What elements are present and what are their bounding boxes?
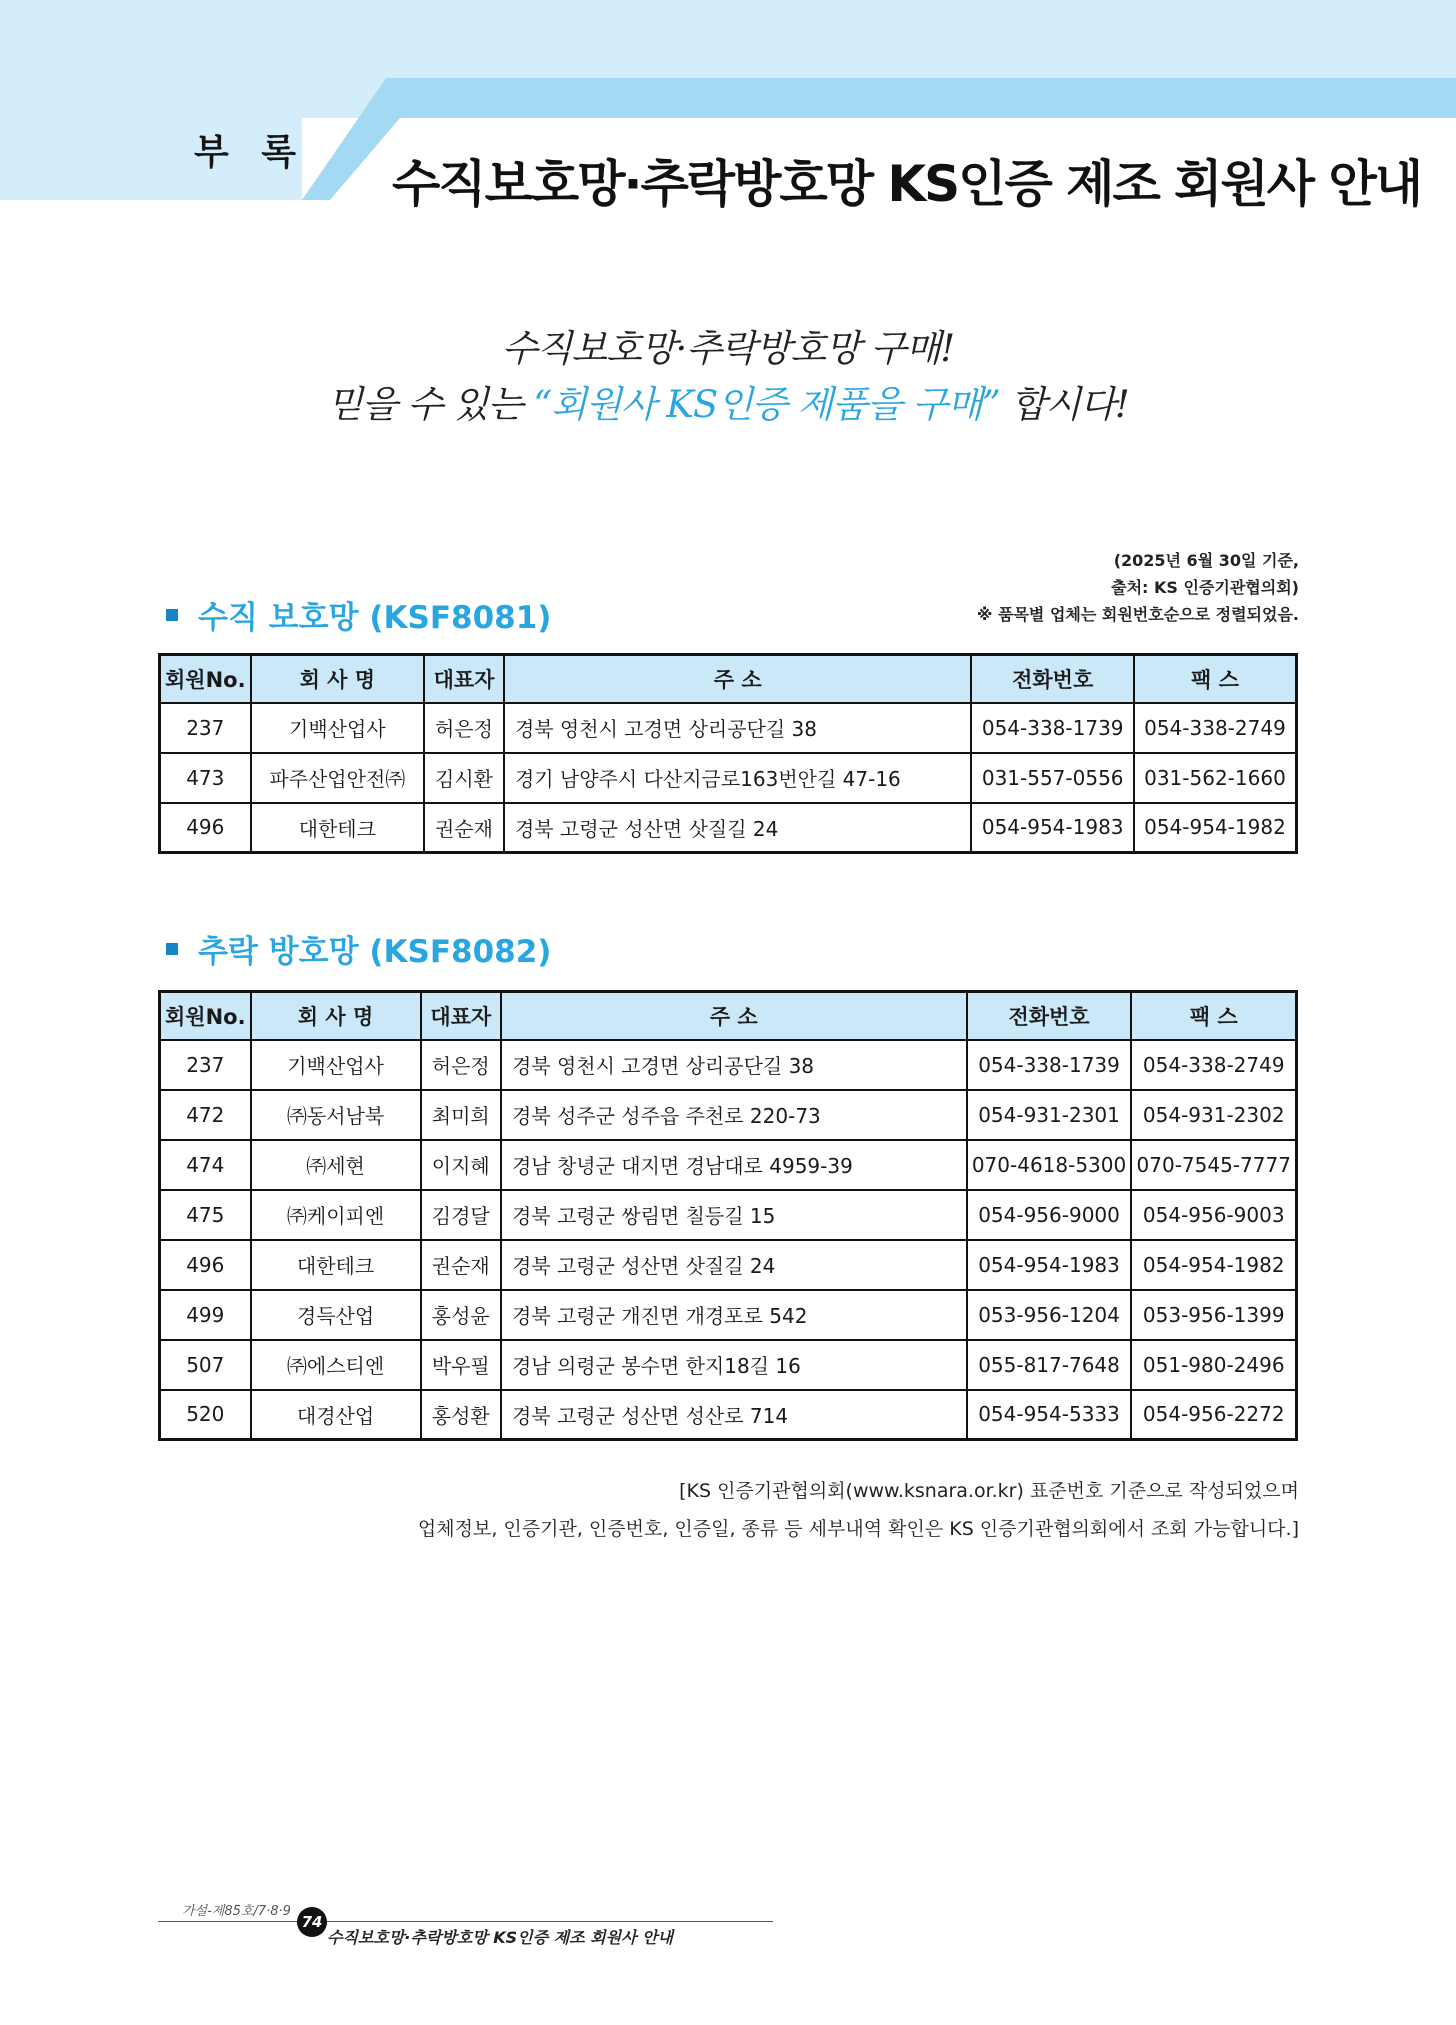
- cell-address: 경북 성주군 성주읍 주천로 220-73: [501, 1090, 967, 1140]
- col-header-tel: 전화번호: [971, 655, 1133, 703]
- tagline-line-2: [0, 374, 1456, 428]
- cell-representative: 이지혜: [421, 1140, 501, 1190]
- cell-tel: 054-954-1983: [971, 803, 1133, 853]
- footer-running-title: 수직보호망·추락방호망 KS인증 제조 회원사 안내: [327, 1928, 673, 1947]
- col-header-no: 회원No.: [160, 992, 251, 1040]
- member-table-vertical-net: [158, 653, 1298, 854]
- cell-representative: 권순재: [421, 1240, 501, 1290]
- cell-fax: 054-954-1982: [1134, 803, 1297, 853]
- cell-member-no: 496: [160, 1240, 251, 1290]
- cell-representative: 홍성윤: [421, 1290, 501, 1340]
- cell-representative: 홍성환: [421, 1390, 501, 1440]
- cell-address: 경북 고령군 성산면 삿질길 24: [501, 1240, 967, 1290]
- appendix-label: 부 록: [194, 132, 307, 173]
- col-header-rep: 대표자: [421, 992, 501, 1040]
- tagline-line-1: 수직보호망·추락방호망 구매!: [501, 327, 955, 370]
- bullet-square-icon: [166, 943, 178, 955]
- cell-fax: 054-338-2749: [1134, 703, 1297, 753]
- cell-company: 대경산업: [251, 1390, 421, 1440]
- table-header-row: [160, 655, 1297, 703]
- cell-fax: 054-954-1982: [1131, 1240, 1296, 1290]
- cell-company: 파주산업안전㈜: [251, 753, 425, 803]
- cell-tel: 055-817-7648: [967, 1340, 1132, 1390]
- cell-address: 경남 의령군 봉수면 한지18길 16: [501, 1340, 967, 1390]
- section-heading-vertical-net: [166, 592, 551, 637]
- cell-address: 경남 창녕군 대지면 경남대로 4959-39: [501, 1140, 967, 1190]
- cell-tel: 053-956-1204: [967, 1290, 1132, 1340]
- cell-fax: 053-956-1399: [1131, 1290, 1296, 1340]
- cell-address: 경북 고령군 개진면 개경포로 542: [501, 1290, 967, 1340]
- cell-member-no: 499: [160, 1290, 251, 1340]
- cell-representative: 박우필: [421, 1340, 501, 1390]
- table-row: [160, 1340, 1297, 1390]
- footnote-line-2: 업체정보, 인증기관, 인증번호, 인증일, 종류 등 세부내역 확인은 KS 인증기관협의회에서 조회 가능합니다.]: [417, 1518, 1299, 1540]
- cell-representative: 허은정: [421, 1040, 501, 1090]
- footnote: [418, 1472, 1299, 1548]
- note-source: 출처: KS 인증기관협의회): [1111, 578, 1299, 597]
- section-heading-fall-net: [166, 926, 551, 971]
- col-header-fax: 팩 스: [1134, 655, 1297, 703]
- cell-tel: 054-931-2301: [967, 1090, 1132, 1140]
- cell-tel: 031-557-0556: [971, 753, 1133, 803]
- cell-company: ㈜동서남북: [251, 1090, 421, 1140]
- cell-company: 기백산업사: [251, 1040, 421, 1090]
- cell-tel: 054-338-1739: [971, 703, 1133, 753]
- table-row: [160, 1390, 1297, 1440]
- footnote-line-1: [KS 인증기관협의회(www.ksnara.or.kr) 표준번호 기준으로 작성되었으며: [679, 1480, 1299, 1502]
- cell-address: 경북 영천시 고경면 상리공단길 38: [501, 1040, 967, 1090]
- col-header-address: 주 소: [501, 992, 967, 1040]
- table-row: [160, 1140, 1297, 1190]
- cell-company: ㈜에스티엔: [251, 1340, 421, 1390]
- cell-fax: 054-931-2302: [1131, 1090, 1296, 1140]
- cell-member-no: 475: [160, 1190, 251, 1240]
- cell-company: 대한테크: [251, 803, 425, 853]
- note-date: (2025년 6월 30일 기준,: [1113, 551, 1299, 570]
- table-row: [160, 703, 1297, 753]
- cell-representative: 최미희: [421, 1090, 501, 1140]
- tagline-suffix: 합시다!: [999, 383, 1129, 426]
- cell-company: 대한테크: [251, 1240, 421, 1290]
- section-title: 수직 보호망 (KSF8081): [198, 600, 552, 636]
- cell-member-no: 520: [160, 1390, 251, 1440]
- cell-member-no: 507: [160, 1340, 251, 1390]
- col-header-tel: 전화번호: [967, 992, 1132, 1040]
- cell-address: 경북 고령군 쌍림면 칠등길 15: [501, 1190, 967, 1240]
- cell-member-no: 474: [160, 1140, 251, 1190]
- cell-company: 경득산업: [251, 1290, 421, 1340]
- cell-fax: 054-956-9003: [1131, 1190, 1296, 1240]
- cell-fax: 054-956-2272: [1131, 1390, 1296, 1440]
- table-row: [160, 803, 1297, 853]
- col-header-rep: 대표자: [424, 655, 504, 703]
- cell-fax: 031-562-1660: [1134, 753, 1297, 803]
- tagline-prefix: 믿을 수 있는: [327, 383, 534, 426]
- cell-representative: 권순재: [424, 803, 504, 853]
- table-row: [160, 753, 1297, 803]
- cell-member-no: 473: [160, 753, 251, 803]
- cell-address: 경북 고령군 성산면 삿질길 24: [504, 803, 972, 853]
- cell-representative: 김시환: [424, 753, 504, 803]
- cell-representative: 김경달: [421, 1190, 501, 1240]
- bullet-square-icon: [166, 609, 178, 621]
- footer-issue: 가설-제85호/7·8·9: [182, 1904, 291, 1919]
- cell-member-no: 237: [160, 1040, 251, 1090]
- cell-tel: 054-956-9000: [967, 1190, 1132, 1240]
- note-sort-order: ※ 품목별 업체는 회원번호순으로 정렬되었음.: [976, 605, 1299, 624]
- page-number: 74: [297, 1907, 327, 1937]
- cell-representative: 허은정: [424, 703, 504, 753]
- cell-fax: 070-7545-7777: [1131, 1140, 1296, 1190]
- section-title: 추락 방호망 (KSF8082): [198, 934, 552, 970]
- page-title: 수직보호망·추락방호망 KS인증 제조 회원사 안내: [392, 155, 1422, 213]
- cell-tel: 054-338-1739: [967, 1040, 1132, 1090]
- footer-divider: [158, 1921, 773, 1922]
- cell-tel: 054-954-1983: [967, 1240, 1132, 1290]
- cell-member-no: 472: [160, 1090, 251, 1140]
- cell-member-no: 237: [160, 703, 251, 753]
- table-row: [160, 1240, 1297, 1290]
- header-banner: [0, 0, 1456, 213]
- cell-company: ㈜케이피엔: [251, 1190, 421, 1240]
- tagline-highlight: “회원사 KS인증 제품을 구매”: [533, 383, 1000, 426]
- cell-member-no: 496: [160, 803, 251, 853]
- cell-tel: 054-954-5333: [967, 1390, 1132, 1440]
- source-notes: [977, 547, 1299, 628]
- col-header-company: 회 사 명: [251, 992, 421, 1040]
- member-table-fall-net: [158, 990, 1298, 1441]
- cell-tel: 070-4618-5300: [967, 1140, 1132, 1190]
- col-header-company: 회 사 명: [251, 655, 425, 703]
- table-row: [160, 1090, 1297, 1140]
- col-header-fax: 팩 스: [1131, 992, 1296, 1040]
- cell-fax: 054-338-2749: [1131, 1040, 1296, 1090]
- col-header-no: 회원No.: [160, 655, 251, 703]
- cell-address: 경북 영천시 고경면 상리공단길 38: [504, 703, 972, 753]
- cell-fax: 051-980-2496: [1131, 1340, 1296, 1390]
- table-header-row: [160, 992, 1297, 1040]
- table-row: [160, 1040, 1297, 1090]
- table-row: [160, 1290, 1297, 1340]
- cell-address: 경북 고령군 성산면 성산로 714: [501, 1390, 967, 1440]
- table-row: [160, 1190, 1297, 1240]
- cell-company: ㈜세현: [251, 1140, 421, 1190]
- cell-address: 경기 남양주시 다산지금로163번안길 47-16: [504, 753, 972, 803]
- col-header-address: 주 소: [504, 655, 972, 703]
- cell-company: 기백산업사: [251, 703, 425, 753]
